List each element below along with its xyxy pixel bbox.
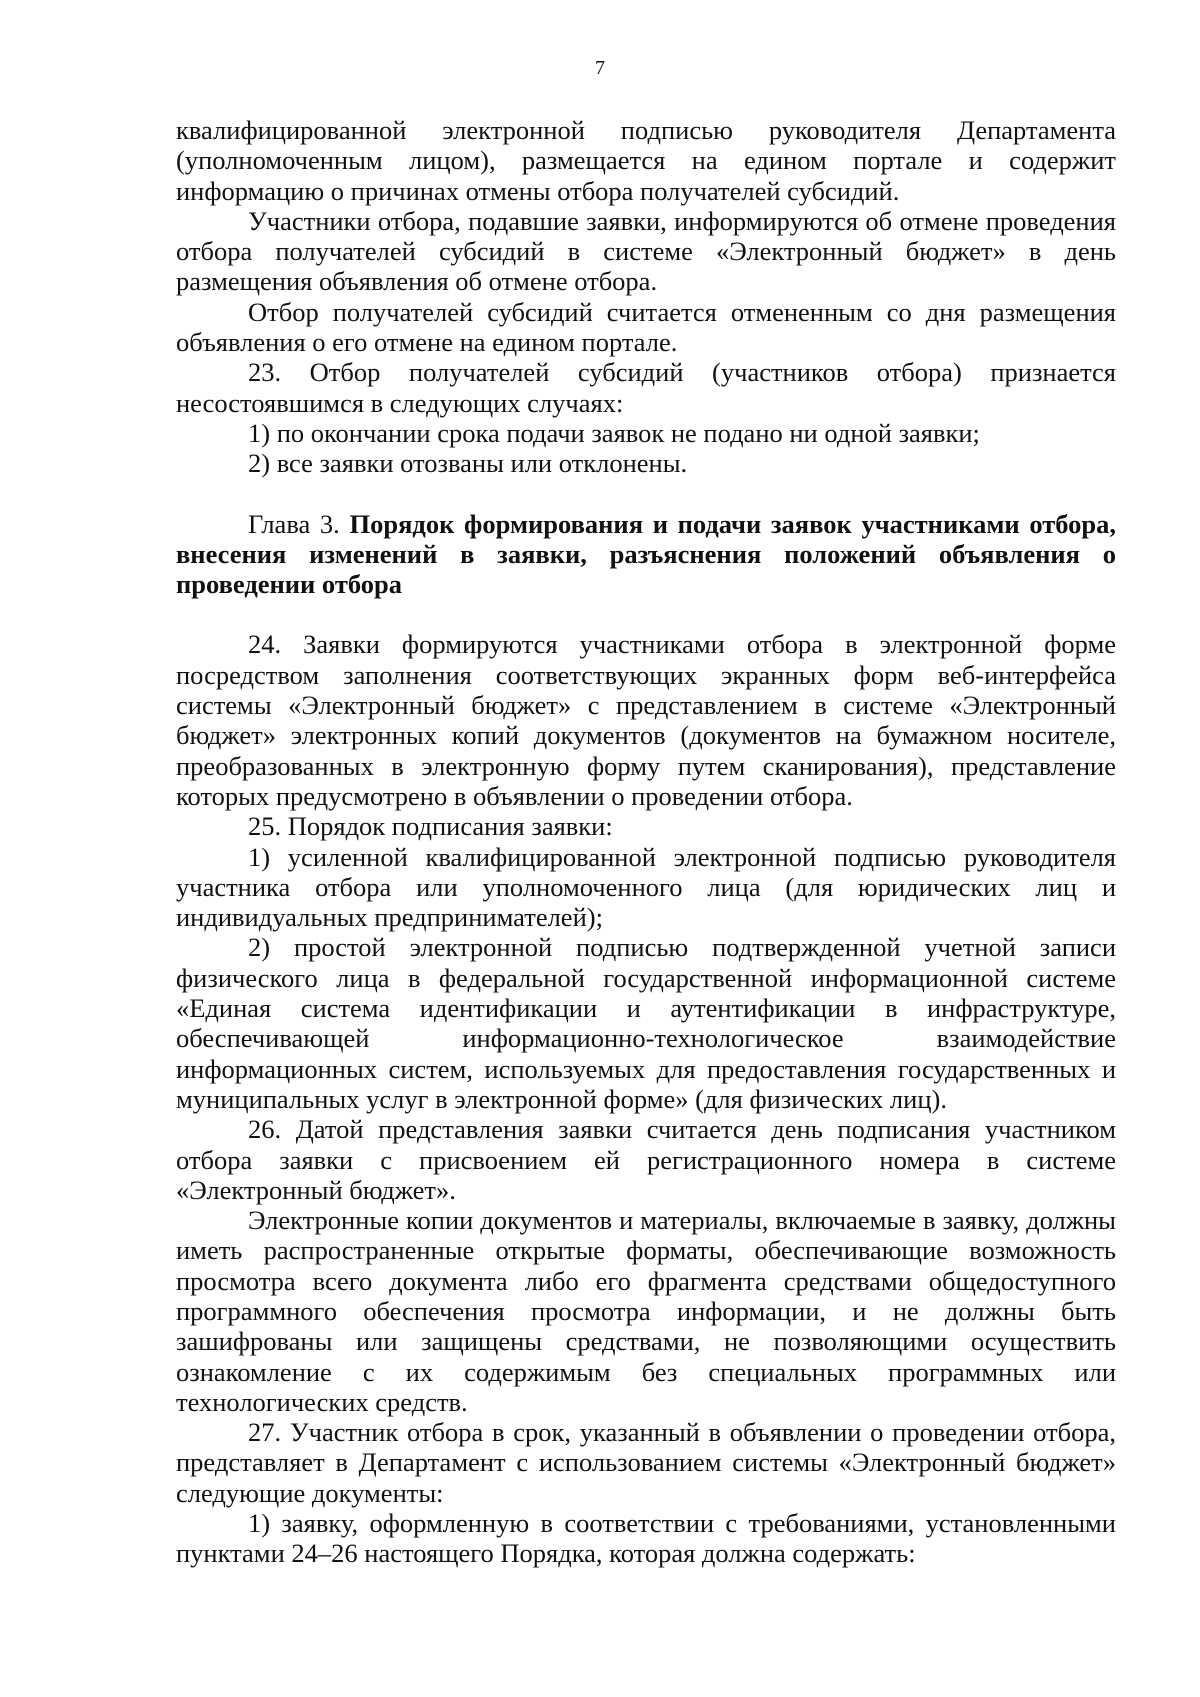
- document-body: [176, 115, 1116, 1569]
- chapter-title: Порядок формирования и подачи заявок участниками отбора, внесения изменений в заявки, разъяснения положений объявления о проведении отбора: [176, 508, 1116, 600]
- paragraph: Электронные копии документов и материалы, включаемые в заявку, должны иметь распространенные открытые форматы, обеспечивающие возможность просмотра всего документа либо его фрагмента средствами общедоступного программного обеспечения просмотра информации, и не должны быть зашифрованы или защищены средствами, не позволяющими осуществить ознакомление с их содержимым без специальных программных или технологических средств.: [176, 1205, 1116, 1417]
- list-item: 2) простой электронной подписью подтвержденной учетной записи физического лица в федеральной государственной информационной системе «Единая система идентификации и аутентификации в инфраструктуре, обеспечивающей информационно-технологическое взаимодействие информационных систем, используемых для предоставления государственных и муниципальных услуг в электронной форме» (для физических лиц).: [176, 932, 1116, 1114]
- paragraph-item-26: 26. Датой представления заявки считается день подписания участником отбора заявки с присвоением ей регистрационного номера в системе «Электронный бюджет».: [176, 1114, 1116, 1205]
- paragraph: квалифицированной электронной подписью руководителя Департамента (уполномоченным лицом), размещается на едином портале и содержит информацию о причинах отмены отбора получателей субсидий.: [176, 115, 1116, 206]
- list-item: 1) заявку, оформленную в соответствии с требованиями, установленными пунктами 24–26 настоящего Порядка, которая должна содержать:: [176, 1508, 1116, 1569]
- page-number: 7: [595, 57, 605, 79]
- paragraph-item-23: 23. Отбор получателей субсидий (участников отбора) признается несостоявшимся в следующих случаях:: [176, 357, 1116, 418]
- list-item: 1) по окончании срока подачи заявок не подано ни одной заявки;: [248, 417, 980, 448]
- list-item: 2) все заявки отозваны или отклонены.: [248, 448, 688, 479]
- section-gap: [176, 599, 1116, 629]
- chapter-number: Глава 3.: [248, 508, 340, 539]
- section-gap: [176, 479, 1116, 509]
- paragraph: Отбор получателей субсидий считается отмененным со дня размещения объявления о его отмене на едином портале.: [176, 296, 1116, 358]
- list-item: 1) усиленной квалифицированной электронной подписью руководителя участника отбора или уполномоченного лица (для юридических лиц и индивидуальных предпринимателей);: [176, 841, 1116, 933]
- paragraph-item-24: 24. Заявки формируются участниками отбора в электронной форме посредством заполнения соответствующих экранных форм веб-интерфейса системы «Электронный бюджет» с представлением в системе «Электронный бюджет» электронных копий документов (документов на бумажном носителе, преобразованных в электронную форму путем сканирования), представление которых предусмотрено в объявлении о проведении отбора.: [176, 629, 1116, 811]
- chapter-heading: [176, 509, 1116, 600]
- paragraph-item-25: 25. Порядок подписания заявки:: [248, 811, 613, 842]
- paragraph-item-27: 27. Участник отбора в срок, указанный в объявлении о проведении отбора, представляет в Департамент с использованием системы «Электронный бюджет» следующие документы:: [176, 1417, 1116, 1508]
- paragraph: Участники отбора, подавшие заявки, информируются об отмене проведения отбора получателей субсидий в системе «Электронный бюджет» в день размещения объявления об отмене отбора.: [176, 205, 1116, 297]
